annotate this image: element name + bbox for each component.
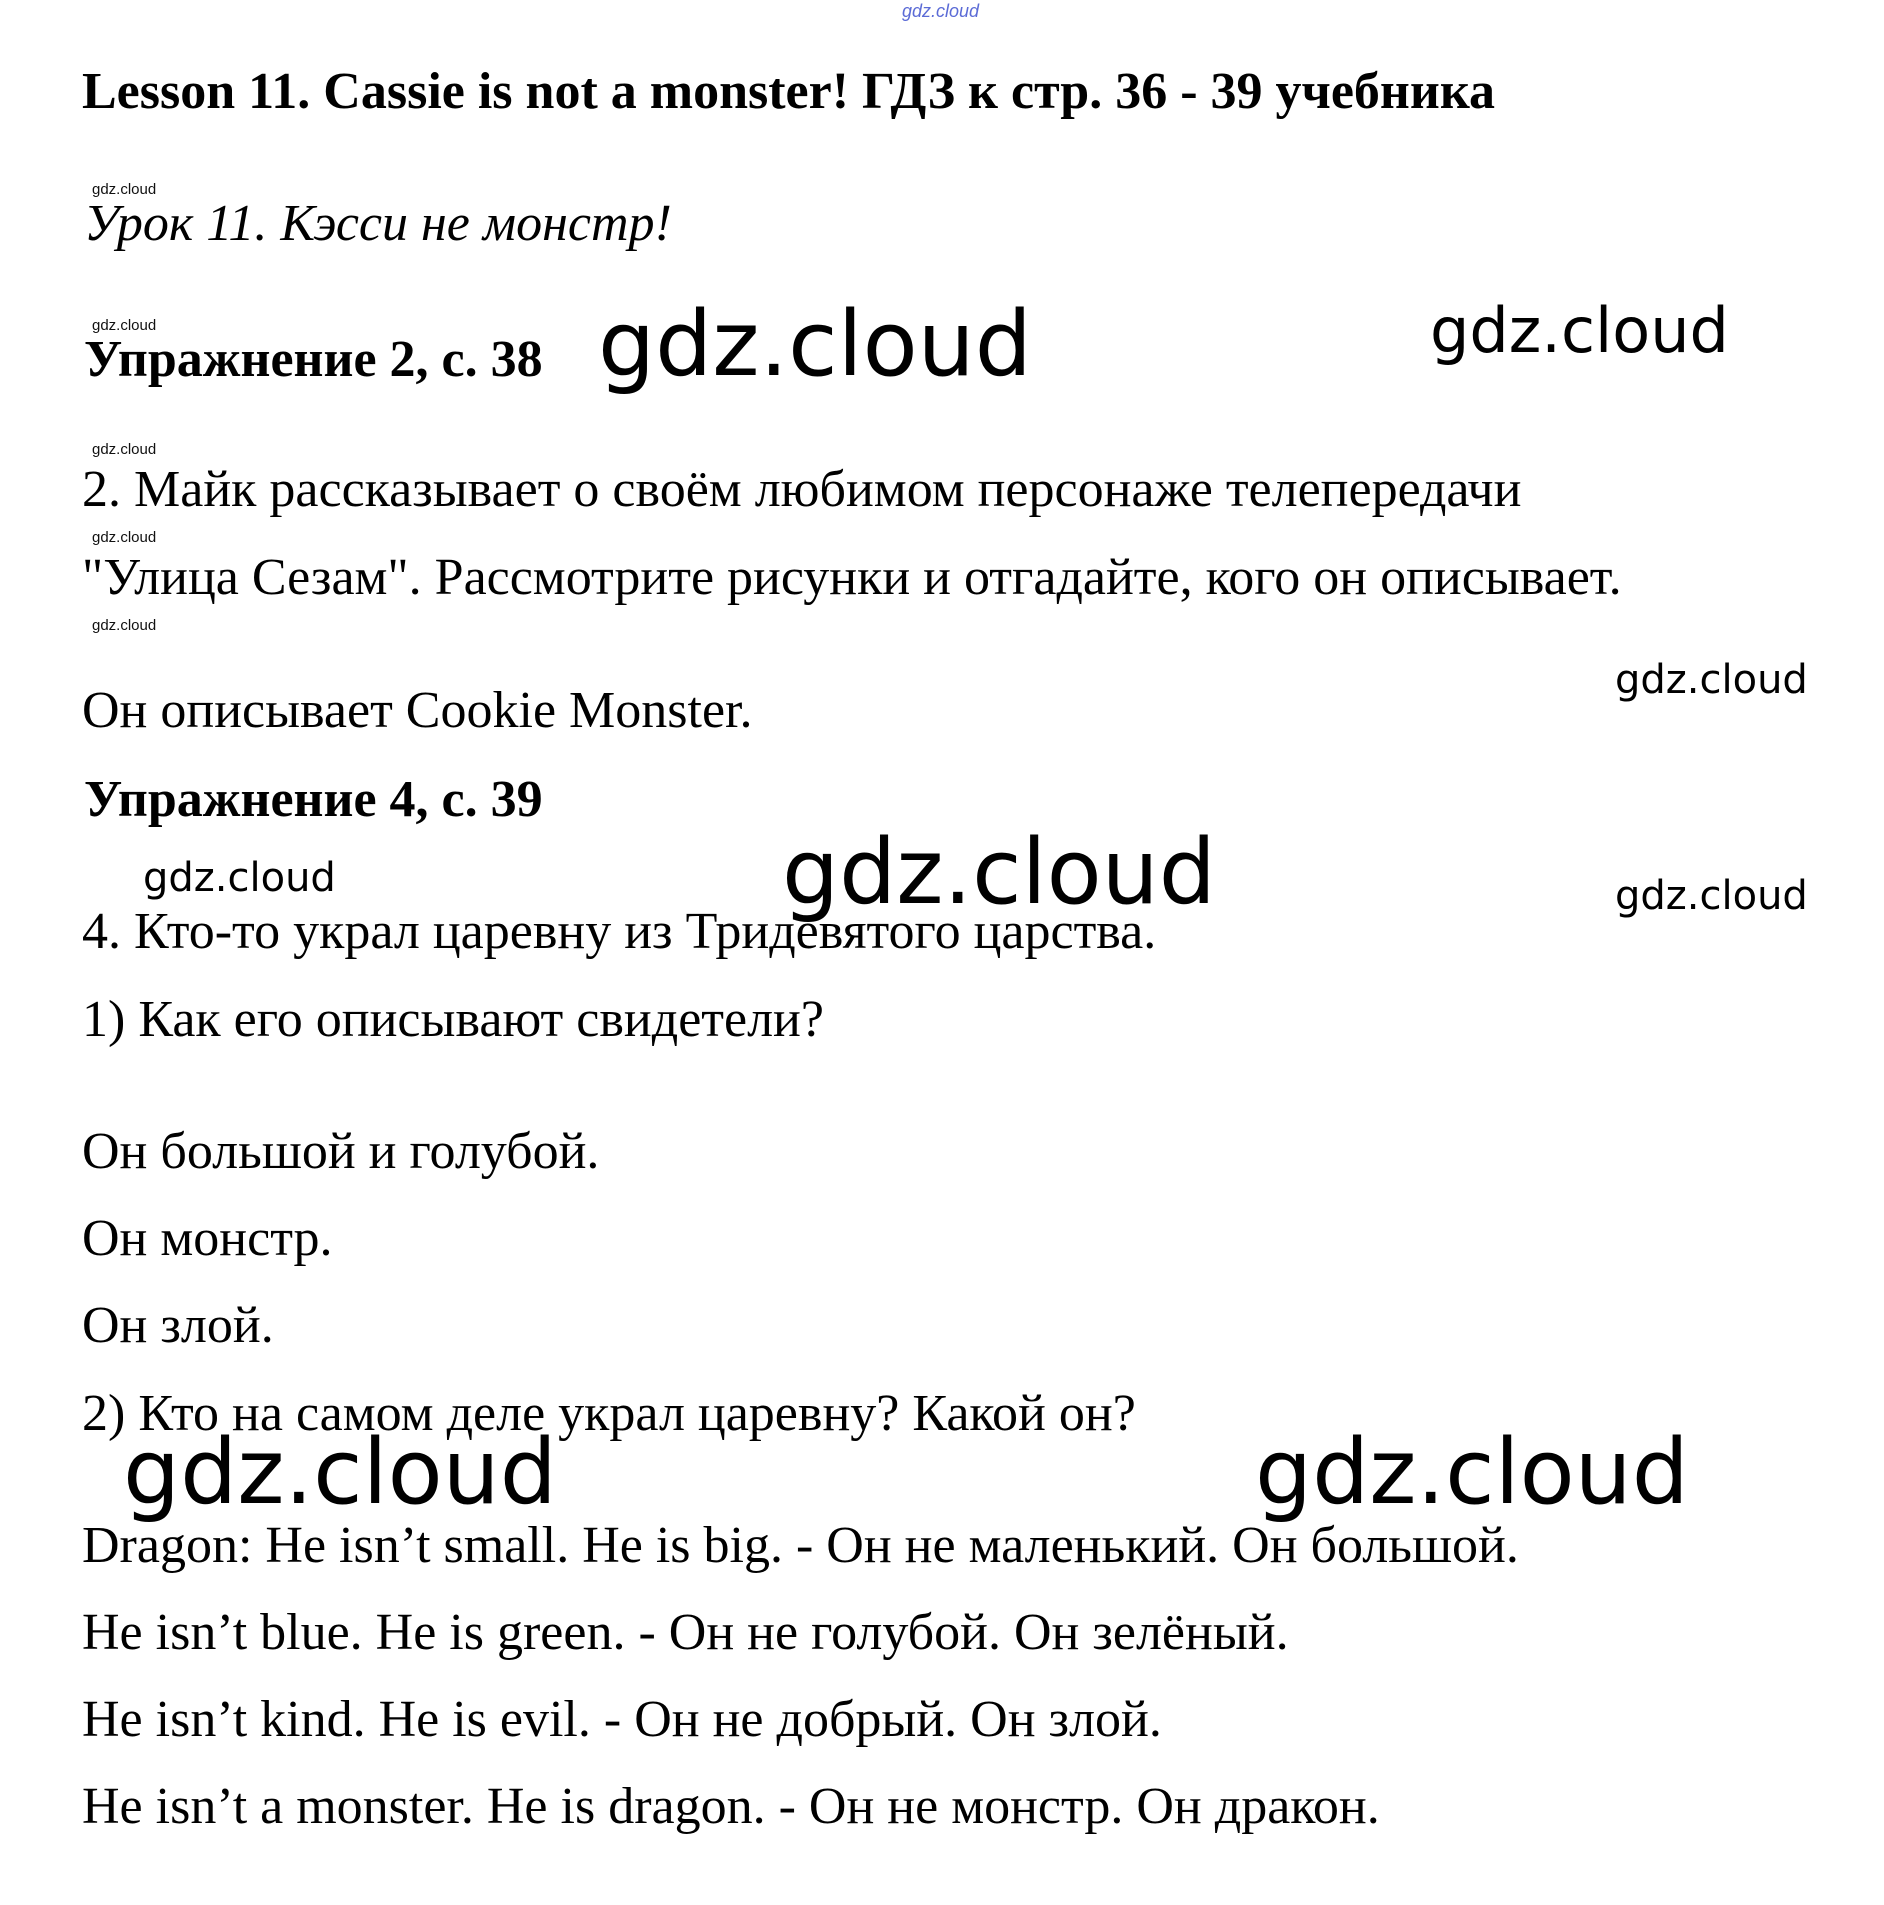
watermark-large: gdz.cloud [1430,294,1729,367]
exercise-2-answer: Он описывает Cookie Monster. [82,682,753,739]
answer-line: Он монстр. [82,1210,333,1267]
page-subtitle: Урок 11. Кэсси не монстр! [84,195,672,252]
answer-line: Он злой. [82,1297,274,1354]
exercise-2-heading: Упражнение 2, с. 38 [84,331,543,388]
watermark-tiny: gdz.cloud [92,441,157,458]
answer-line: He isn’t a monster. He is dragon. - Он не монстр. Он дракон. [82,1778,1380,1835]
exercise-4-question-1: 1) Как его описывают свидетели? [82,991,824,1048]
watermark-top: gdz.cloud [902,1,980,21]
watermark-small: gdz.cloud [1615,657,1808,703]
page-title: Lesson 11. Cassie is not a monster! ГДЗ к стр. 36 - 39 учебника [82,63,1496,120]
watermark-tiny: gdz.cloud [92,181,157,198]
exercise-4-task: 4. Кто-то украл царевну из Тридевятого царства. [82,903,1157,960]
answer-line: Он большой и голубой. [82,1123,600,1180]
watermark-tiny: gdz.cloud [92,617,157,634]
watermark-big: gdz.cloud [598,292,1032,397]
watermark-tiny: gdz.cloud [92,317,157,334]
answer-line: He isn’t kind. He is evil. - Он не добрый. Он злой. [82,1691,1162,1748]
answer-line: He isn’t blue. He is green. - Он не голубой. Он зелёный. [82,1604,1289,1661]
watermark-small: gdz.cloud [1615,873,1808,919]
answer-line: Dragon: He isn’t small. He is big. - Он не маленький. Он большой. [82,1517,1519,1574]
exercise-2-task-line-1: 2. Майк рассказывает о своём любимом персонаже телепередачи [82,461,1522,518]
watermark-small: gdz.cloud [143,855,336,901]
watermark-big: gdz.cloud [123,1420,557,1525]
exercise-4-question-2: 2) Кто на самом деле украл царевну? Какой он? [82,1385,1136,1442]
watermark-big: gdz.cloud [782,820,1216,925]
exercise-4-heading: Упражнение 4, с. 39 [84,771,543,828]
watermark-big: gdz.cloud [1255,1420,1689,1525]
exercise-2-task-line-2: "Улица Сезам". Рассмотрите рисунки и отгадайте, кого он описывает. [82,549,1622,606]
watermark-tiny: gdz.cloud [92,529,157,546]
